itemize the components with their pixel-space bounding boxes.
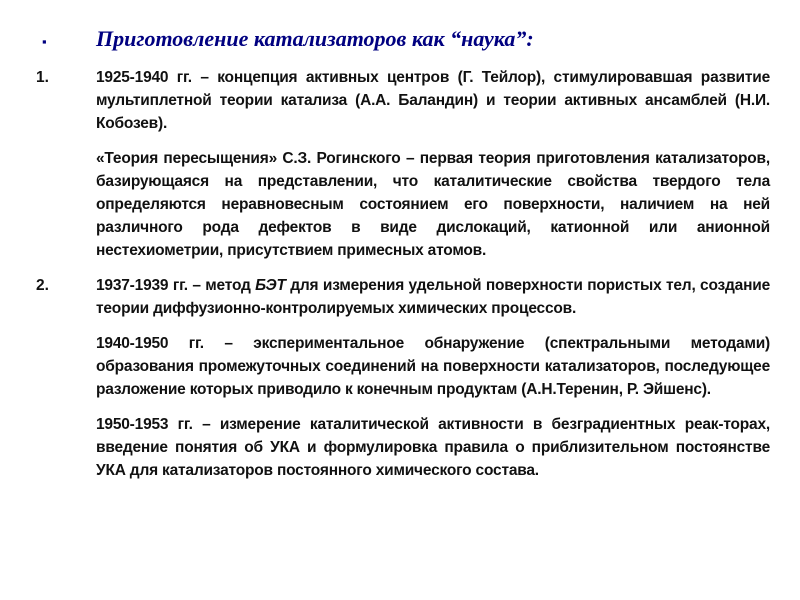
list-item-1 [36,66,770,274]
text-run: для измерения удельной поверхности пористых тел, создание теории диффузионно-контролируемых химических процессов. [96,277,770,317]
item-number: 1. [36,69,49,86]
title-row [36,26,770,52]
paragraph: 1940-1950 гг. – экспериментальное обнаружение (спектральными методами) образования промежуточных соединений на поверхности катализаторов, последующее разложение которых приводило к конечным продуктам (А.Н.Теренин, Р. Эйшенс). [96,335,770,398]
paragraph [96,274,770,320]
text-run: 1937-1939 гг. – метод [96,277,256,294]
paragraph: «Теория пересыщения» С.З. Рогинского – первая теория приготовления катализаторов, базирующаяся на представлении, что каталитические свойства твердого тела определяются неравновесным состоянием его поверхности, наличием на ней различного рода дефектов в виде дислокаций, катионной или анионной нестехиометрии, присутствием примесных атомов. [96,150,770,259]
item-body [96,274,770,494]
square-bullet-icon: ▪ [42,34,47,49]
list-item-2 [36,274,770,494]
item-number: 2. [36,277,49,294]
paragraph: 1950-1953 гг. – измерение каталитической активности в безградиентных реак-торах, введение понятия об УКА и формулировка правила о приблизительном постоянстве УКА для катализаторов постоянного химического состава. [96,416,770,479]
paragraph: 1925-1940 гг. – концепция активных центров (Г. Тейлор), стимулировавшая развитие мультиплетной теории катализа (А.А. Баландин) и теории активных ансамблей (Н.И. Кобозев). [96,69,770,132]
bet-term: БЭТ [255,277,286,294]
item-body [96,66,770,274]
slide-title: Приготовление катализаторов как “наука”: [96,26,534,51]
